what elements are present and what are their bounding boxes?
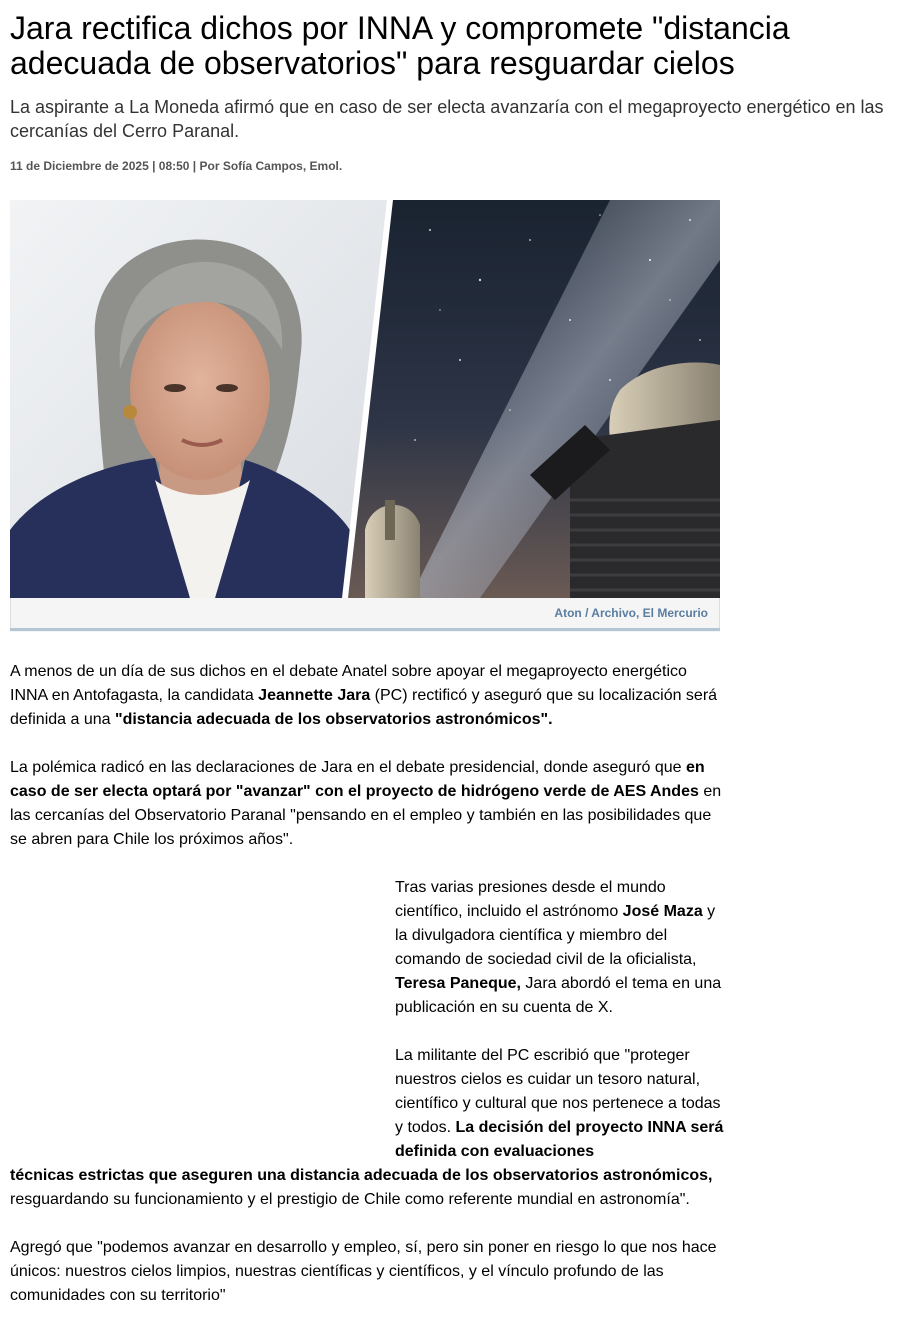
paragraph-2: La polémica radicó en las declaraciones de Jara en el debate presidencial, donde aseguró que en caso de ser electa optará por "avanzar" con el proyecto de hidrógeno verde de AES Andes en las cercanías del Observatorio Paranal "pensando en el empleo y también en las posibilidades que se abren para Chile los próximos años". — [10, 759, 722, 848]
bold-name-jara: Jeannette Jara — [258, 687, 371, 704]
paragraph-1: A menos de un día de sus dichos en el debate Anatel sobre apoyar el megaproyecto energético INNA en Antofagasta, la candidata Jeannette Jara (PC) rectificó y aseguró que su localización será definida a una "distancia adecuada de los observatorios astronómicos". — [10, 663, 718, 728]
bold-statement-avanzar: en caso de ser electa optará por "avanzar" con el proyecto de hidrógeno verde de AES Andes — [10, 759, 705, 800]
article-byline: 11 de Diciembre de 2025 | 08:50 | Por Sofía Campos, Emol. — [10, 159, 343, 173]
bold-quote-distance: "distancia adecuada de los observatorios astronómicos". — [114, 711, 553, 728]
paragraph-5: Agregó que "podemos avanzar en desarrollo y empleo, sí, pero sin poner en riesgo lo que nos hace únicos: nuestros cielos limpios, nuestras científicas y científicos, y el vínculo profundo de las comunidades con su territorio" — [10, 1239, 717, 1304]
paragraph-4-part-1: La militante del PC escribió que "proteger nuestros cielos es cuidar un tesoro natural, científico y cultural que nos pertenece a todas y todos. La decisión del proyecto INNA será definida con evaluaciones — [395, 1047, 724, 1160]
article-figure — [10, 200, 720, 632]
bold-decision-inna: La decisión del proyecto INNA será definida con evaluaciones — [395, 1119, 724, 1160]
caption-divider — [10, 628, 720, 631]
article-headline: Jara rectifica dichos por INNA y compromete "distancia adecuada de observatorios" para resguardar cielos — [10, 10, 790, 81]
article-subtitle: La aspirante a La Moneda afirmó que en caso de ser electa avanzaría con el megaproyecto energético en las cercanías del Cerro Paranal. — [10, 97, 884, 141]
image-caption: Aton / Archivo, El Mercurio — [554, 606, 708, 620]
caption-bar — [10, 598, 720, 628]
bold-name-paneque: Teresa Paneque, — [395, 975, 521, 992]
bold-name-maza: José Maza — [622, 903, 703, 920]
bold-decision-inna-cont: técnicas estrictas que aseguren una distancia adecuada de los observatorios astronómicos, — [10, 1167, 713, 1184]
paragraph-3: Tras varias presiones desde el mundo científico, incluido el astrónomo José Maza y la divulgadora científica y miembro del comando de sociedad civil de la oficialista, Teresa Paneque, Jara abordó el tema en una publicación en su cuenta de X. — [395, 879, 722, 1016]
paragraph-4-part-2: técnicas estrictas que aseguren una distancia adecuada de los observatorios astronómicos, resguardando su funcionamiento y el prestigio de Chile como referente mundial en astronomía". — [10, 1167, 713, 1208]
ad-placeholder — [10, 880, 380, 1140]
article-photo[interactable] — [10, 200, 720, 598]
